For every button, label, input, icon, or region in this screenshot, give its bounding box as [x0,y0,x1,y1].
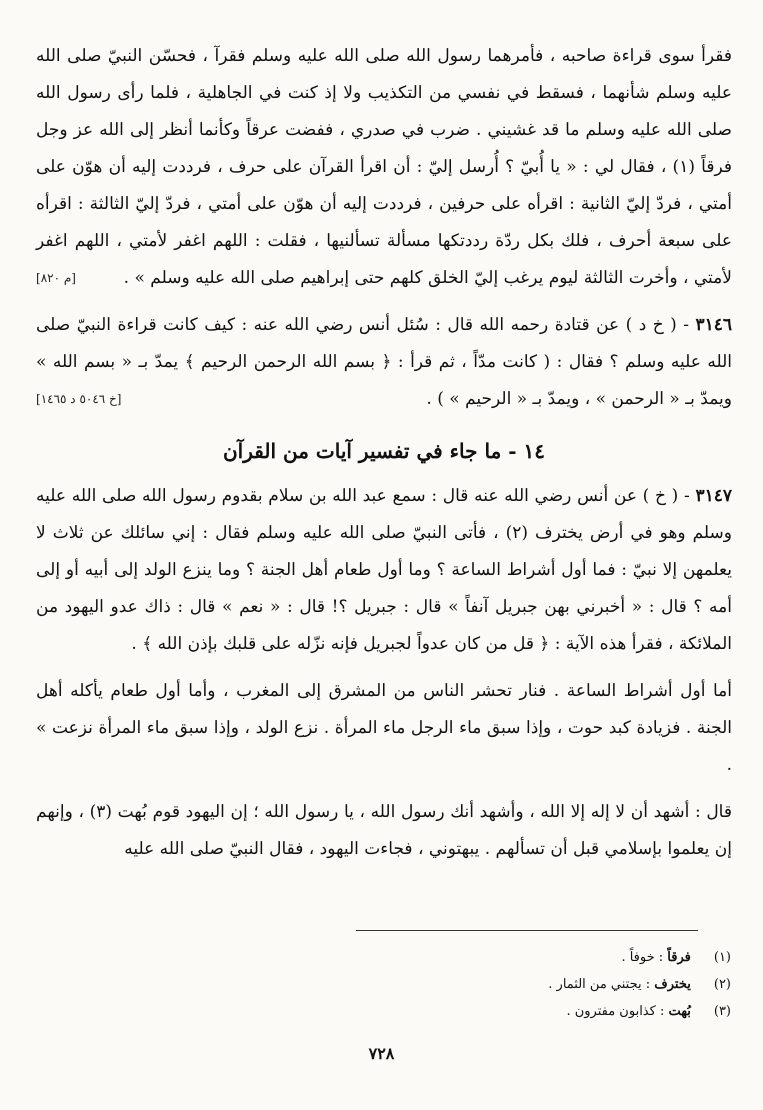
hadith-continuation-text: فقرأ سوى قراءة صاحبه ، فأمرهما رسول الله صلى الله عليه وسلم فقرآ ، فحسّن النبيّ صلى الله عليه وسلم شأنهما ، فسقط في نفسي من التكذيب ولا إذ كنت في الجاهلية ، فلما رأى رسول الله صلى الله عليه وسلم ما قد غشيني . ضرب في صدري ، ففضت عرقاً وكأنما أنظر إلى الله عز وجل فرقاً (١) ، فقال لي : « يا أُبيّ ؟ أُرسل إليّ : أن اقرأ القرآن على حرف ، فرددت إليه أن هوّن على أمتي ، فردّ إليّ الثانية : اقرأه على حرفين ، فرددت إليه أن هوّن على أمتي ، فردّ إليّ الثالثة : اقرأه على سبعة أحرف ، فلك بكل ردّة رددتكها مسألة تسألنيها ، فقلت : اللهم اغفر لأمتي ، اللهم اغفر لأمتي ، وأخرت الثالثة ليوم يرغب إليّ الخلق كلهم حتى إبراهيم صلى الله عليه وسلم » . [36,46,732,288]
hadith-text: - ( خ د ) عن قتادة رحمه الله قال : سُئل أنس رضي الله عنه : كيف كانت قراءة النبيّ صلى الله عليه وسلم ؟ فقال : ( كانت مدّاً ، ثم قرأ : ﴿ بسم الله الرحمن الرحيم ﴾ يمدّ بـ « بسم الله » ويمدّ بـ « الرحمن » ، ويمدّ بـ « الرحيم » ) . [36,315,732,409]
footnote-number: (٢) [713,977,731,992]
hadith-number: ٣١٤٧ [695,486,732,506]
page-body [36,38,732,868]
footnote-term: بُهت [668,1004,691,1019]
footnote-item [31,944,731,971]
hadith-continuation [36,38,732,297]
chapter-title: ١٤ - ما جاء في تفسير آيات من القرآن [222,439,545,463]
hadith-number: ٣١٤٦ [695,315,733,335]
hadith-answer [36,673,732,784]
footnotes [31,944,731,1025]
hadith-3146 [36,307,732,418]
hadith-conclusion-text: قال : أشهد أن لا إله إلا الله ، وأشهد أنك رسول الله ، يا رسول الله ؛ إن اليهود قوم بُهت (٣) ، وإنهم إن يعلموا بإسلامي قبل أن تسألهم . يبهتوني ، فجاءت اليهود ، فقال النبيّ صلى الله عليه [36,802,732,859]
page-number: ٧٢٨ [368,1044,395,1063]
source-reference: [م ٨٢٠] [36,271,76,285]
footnote-item [31,971,731,998]
footnote-number: (٣) [713,1004,731,1019]
source-reference: [خ ٥٠٤٦ د ١٤٦٥] [36,392,122,406]
footnote-gloss: : يجتني من الثمار . [548,977,651,992]
footnote-divider [356,930,698,931]
hadith-3147 [36,478,732,663]
hadith-conclusion [36,794,732,868]
footnote-term: يخترف [654,977,691,992]
footnote-gloss: : خوفاً . [621,950,664,965]
footnote-gloss: : كذابون مفترون . [566,1004,665,1019]
hadith-answer-text: أما أول أشراط الساعة . فنار تحشر الناس من المشرق إلى المغرب ، وأما أول طعام يأكله أهل الجنة . فزيادة كبد حوت ، وإذا سبق ماء الرجل ماء المرأة . نزع الولد ، وإذا سبق ماء المرأة نزعت » . [36,681,732,775]
hadith-text: - ( خ ) عن أنس رضي الله عنه قال : سمع عبد الله بن سلام بقدوم رسول الله صلى الله عليه وسلم وهو في أرض يخترف (٢) ، فأتى النبيّ صلى الله عليه وسلم فقال : إني سائلك عن ثلاث لا يعلمهن إلا نبيّ : فما أول أشراط الساعة ؟ وما أول طعام أهل الجنة ؟ وما ينزع الولد إلى أبيه أو إلى أمه ؟ قال : « أخبرني بهن جبريل آنفاً » قال : جبريل ؟! قال : « نعم » قال : ذاك عدو اليهود من الملائكة ، فقرأ هذه الآية : ﴿ قل من كان عدواً لجبريل فإنه نزّله على قلبك بإذن الله ﴾ . [36,486,733,654]
footnote-number: (١) [713,950,731,965]
footnote-term: فرقاً [667,950,691,965]
footnote-item [31,998,731,1025]
